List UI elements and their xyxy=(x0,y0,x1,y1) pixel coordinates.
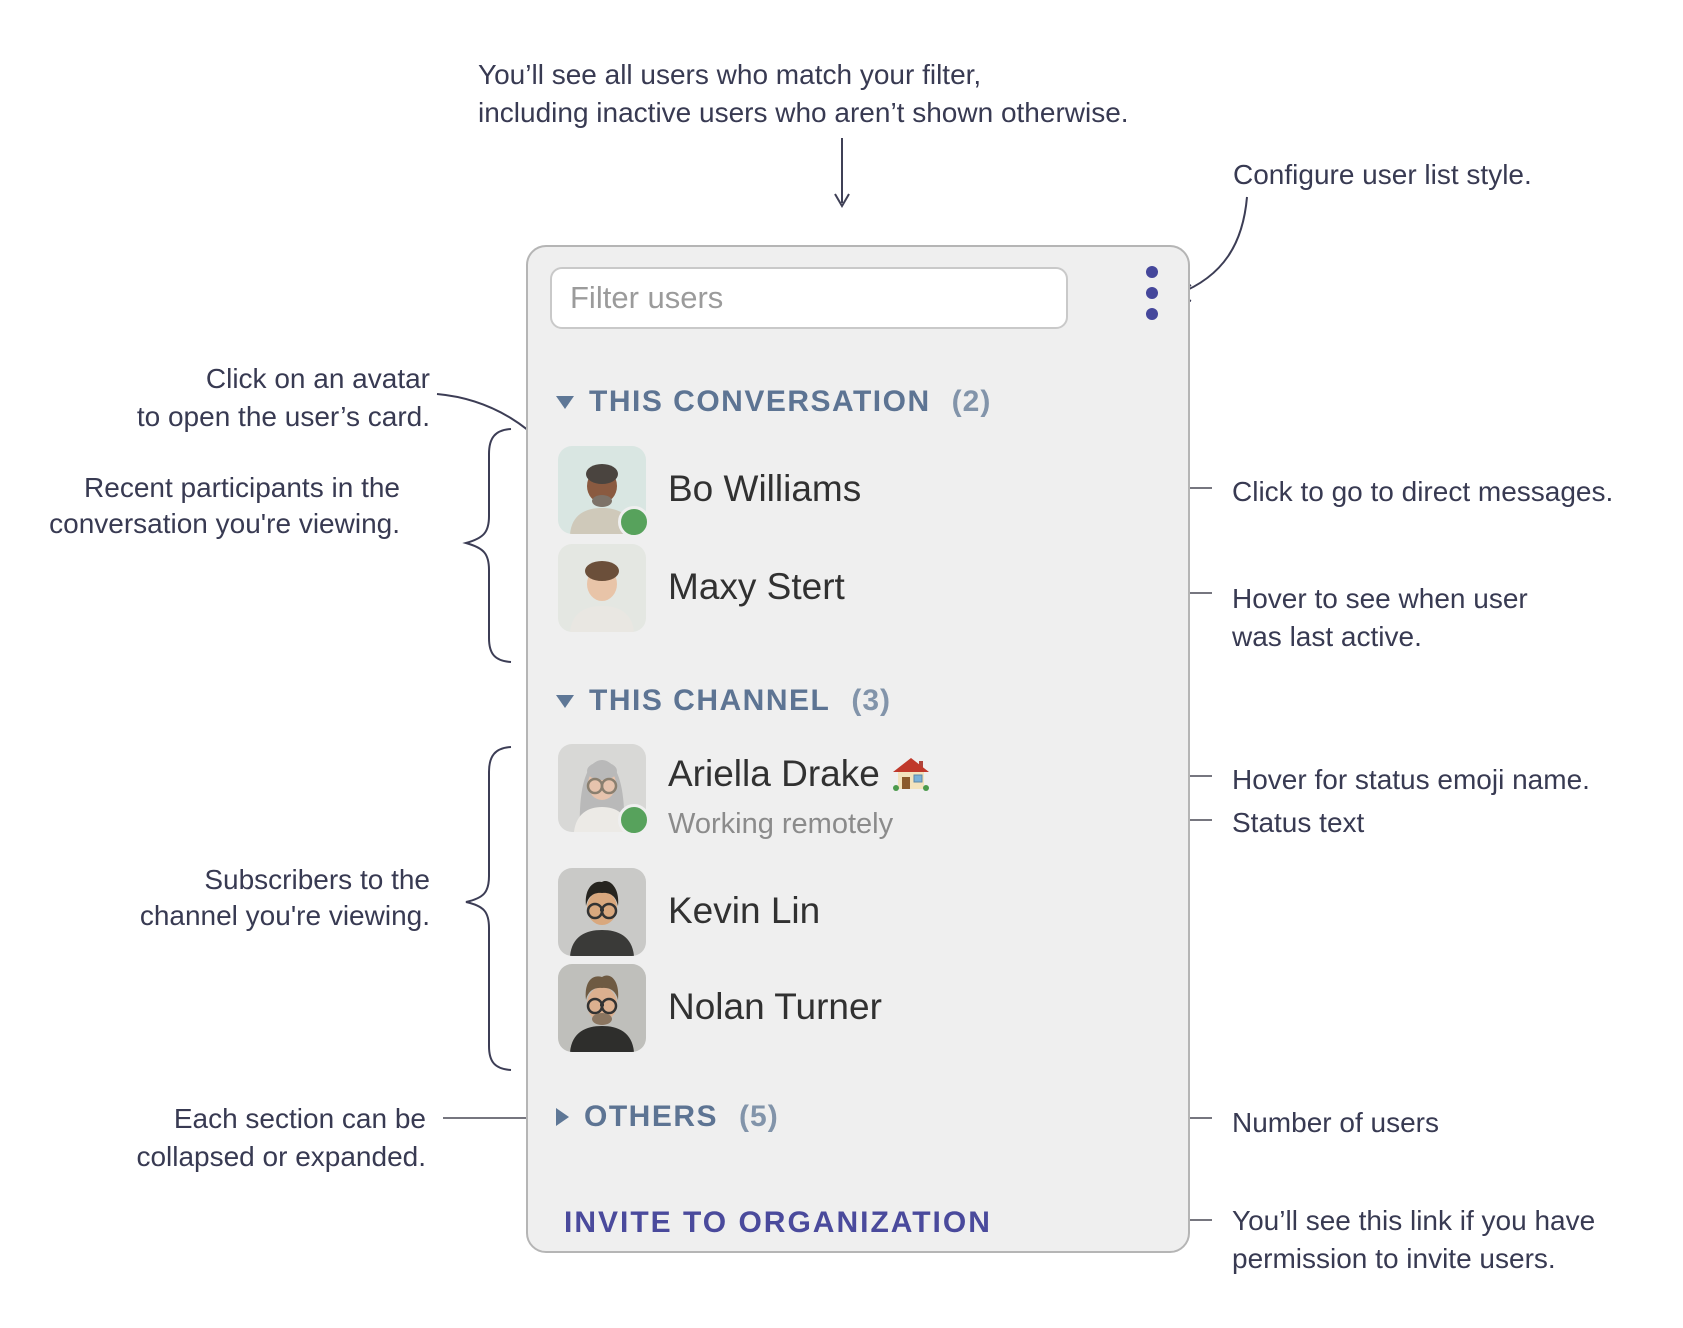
count-note: Number of users xyxy=(1232,1107,1439,1138)
invite-note xyxy=(1232,1202,1595,1278)
filter-note-arrow xyxy=(835,138,849,206)
subscribers-note xyxy=(70,862,430,934)
avatar-nolan-turner[interactable] xyxy=(558,964,646,1052)
avatar-image xyxy=(558,544,646,632)
collapse-line2: collapsed or expanded. xyxy=(136,1141,426,1172)
section-label: THIS CHANNEL xyxy=(589,684,831,717)
section-count: (3) xyxy=(851,684,892,717)
section-header-this-conversation[interactable] xyxy=(556,385,991,419)
subscribers-brace xyxy=(466,747,511,1070)
section-count: (5) xyxy=(739,1100,779,1133)
section-count: (2) xyxy=(951,385,992,418)
configure-note: Configure user list style. xyxy=(1233,159,1532,190)
collapse-line1: Each section can be xyxy=(173,1103,426,1134)
house-icon xyxy=(892,757,930,791)
avatar-maxy-stert[interactable] xyxy=(558,544,646,632)
online-status-dot xyxy=(618,804,650,836)
user-name-maxy-stert[interactable] xyxy=(668,566,845,608)
kebab-dot xyxy=(1146,266,1158,278)
avatar-kevin-lin[interactable] xyxy=(558,868,646,956)
chevron-down-icon xyxy=(556,695,574,708)
recent-line1: Recent participants in the xyxy=(84,472,400,503)
filter-users-input[interactable] xyxy=(550,267,1068,329)
kebab-menu-icon[interactable] xyxy=(1139,266,1165,320)
user-name-label: Maxy Stert xyxy=(668,566,845,607)
filter-note xyxy=(478,56,1129,132)
avatar-ariella-drake[interactable] xyxy=(558,744,646,832)
avatar-image xyxy=(558,868,646,956)
user-name-label: Kevin Lin xyxy=(668,890,821,931)
kebab-dot xyxy=(1146,287,1158,299)
emoji-note: Hover for status emoji name. xyxy=(1232,764,1590,795)
last-active-note xyxy=(1232,580,1528,656)
avatar-click-note xyxy=(80,360,430,436)
chevron-right-icon xyxy=(556,1108,569,1126)
subscribers-line2: channel you're viewing. xyxy=(139,900,430,931)
user-name-label: Ariella Drake xyxy=(668,753,880,794)
section-header-others[interactable] xyxy=(556,1100,779,1134)
invite-note-line2: permission to invite users. xyxy=(1232,1243,1556,1274)
recent-line2: conversation you're viewing. xyxy=(49,508,400,539)
avatar-click-line1: Click on an avatar xyxy=(205,363,430,394)
invite-note-line1: You’ll see this link if you have xyxy=(1232,1205,1596,1236)
avatar-click-line2: to open the user’s card. xyxy=(136,401,430,432)
user-name-label: Bo Williams xyxy=(668,468,862,509)
avatar-image xyxy=(558,964,646,1052)
section-header-this-channel[interactable] xyxy=(556,684,891,718)
invite-to-organization-link[interactable]: INVITE TO ORGANIZATION xyxy=(564,1206,992,1239)
user-name-bo-williams[interactable] xyxy=(668,468,861,510)
filter-note-line1: You’ll see all users who match your filter, xyxy=(478,59,982,90)
chevron-down-icon xyxy=(556,396,574,409)
avatar-bo-williams[interactable] xyxy=(558,446,646,534)
recent-participants-note xyxy=(40,470,400,542)
last-active-line1: Hover to see when user xyxy=(1232,583,1528,614)
dm-note: Click to go to direct messages. xyxy=(1232,476,1614,507)
online-status-dot xyxy=(618,506,650,538)
collapse-note xyxy=(66,1100,426,1176)
section-label: OTHERS xyxy=(584,1100,719,1133)
user-name-nolan-turner[interactable] xyxy=(668,986,882,1028)
recent-participants-brace xyxy=(466,429,511,662)
user-name-ariella-drake[interactable] xyxy=(668,753,930,795)
user-status-text: Working remotely xyxy=(668,808,894,840)
last-active-line2: was last active. xyxy=(1232,621,1422,652)
kebab-dot xyxy=(1146,308,1158,320)
filter-note-line2: including inactive users who aren’t shown otherwise. xyxy=(478,97,1129,128)
section-label: THIS CONVERSATION xyxy=(589,385,931,418)
subscribers-line1: Subscribers to the xyxy=(204,864,430,895)
user-name-label: Nolan Turner xyxy=(668,986,882,1027)
user-name-kevin-lin[interactable] xyxy=(668,890,820,932)
status-text-note: Status text xyxy=(1232,807,1365,838)
